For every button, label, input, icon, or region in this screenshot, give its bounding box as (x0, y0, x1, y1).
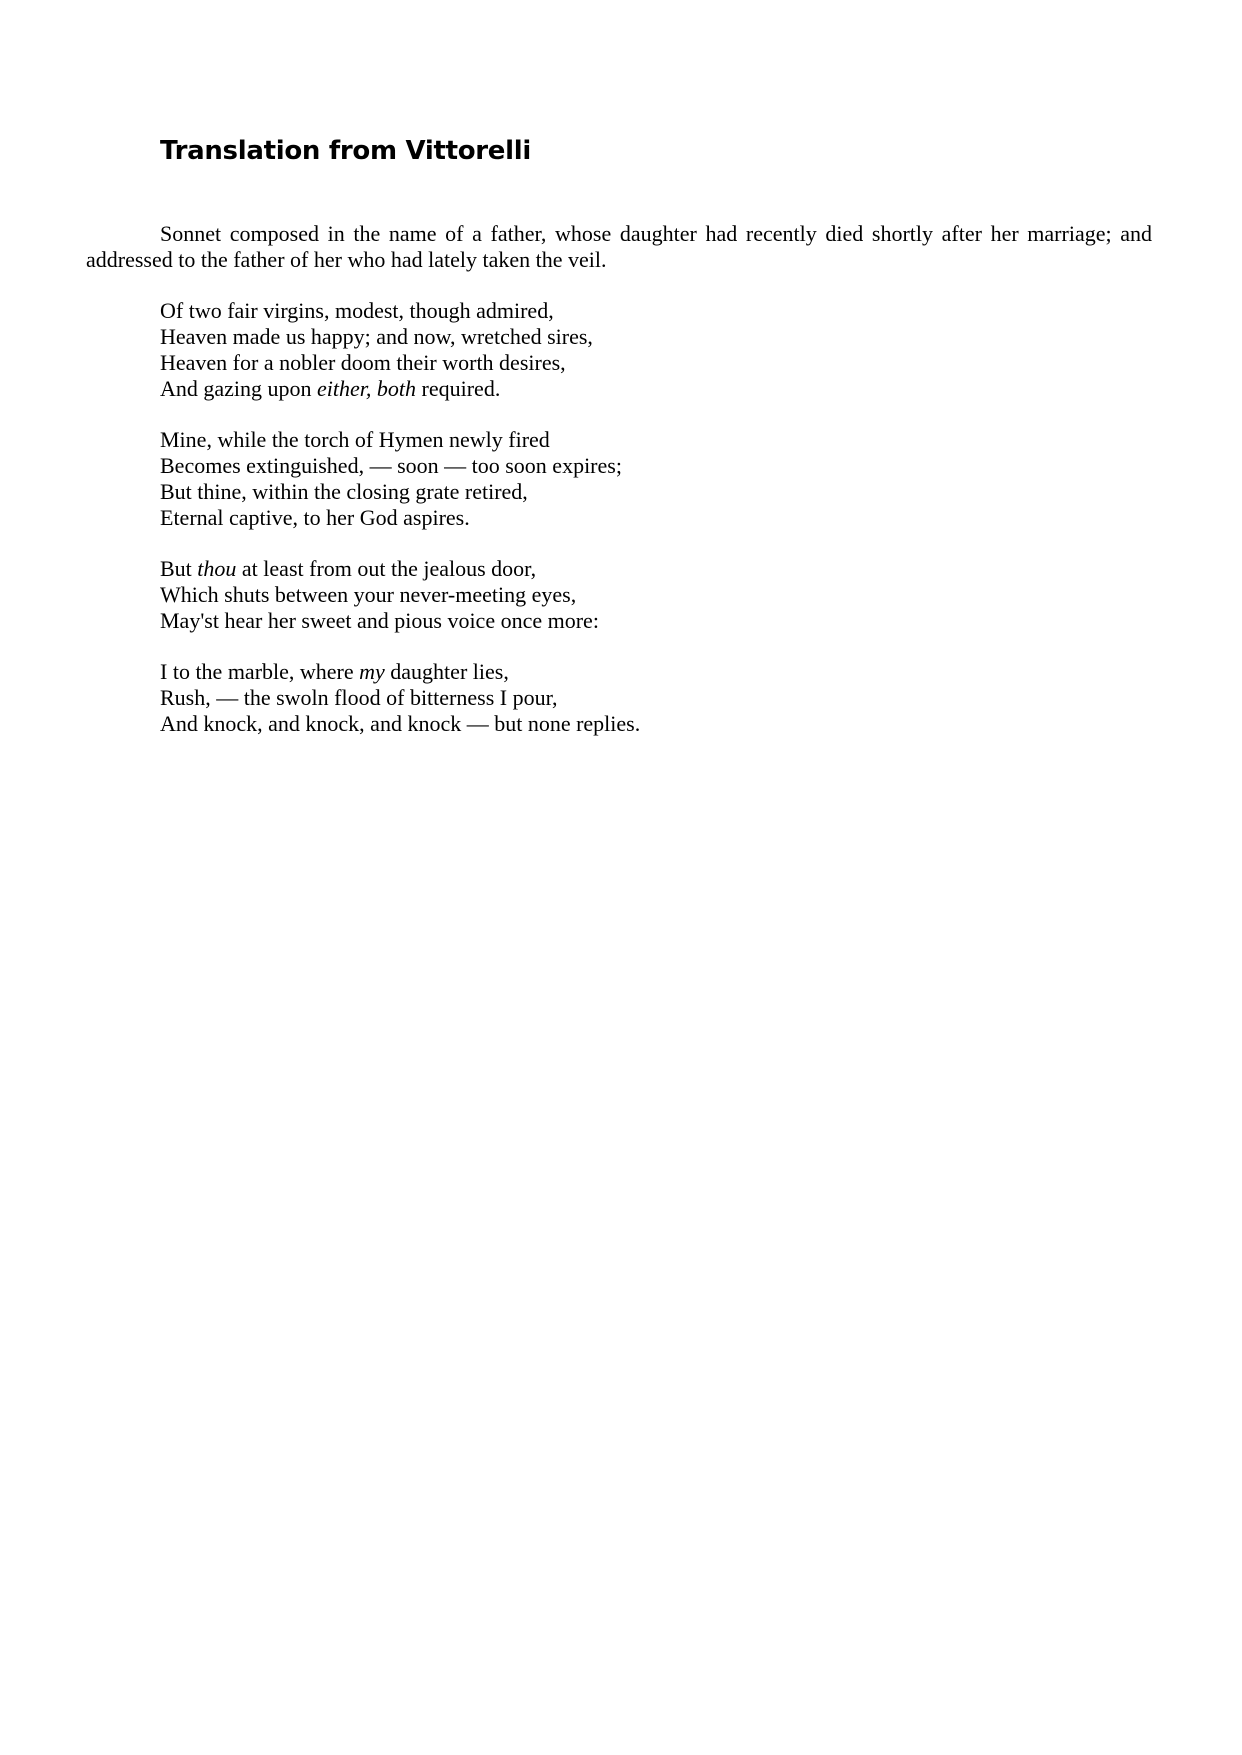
verse-line: Rush, — the swoln flood of bitterness I pour, (160, 685, 558, 710)
verse-line (160, 659, 640, 685)
verse-line (160, 376, 593, 402)
verse-line: Heaven for a nobler doom their worth desires, (160, 350, 566, 375)
verse-emphasis: thou (197, 556, 237, 581)
verse-text: And gazing upon (160, 376, 318, 401)
verse-line: Mine, while the torch of Hymen newly fired (160, 427, 550, 452)
verse-text: required. (416, 376, 501, 401)
verse-emphasis: my (359, 659, 385, 684)
verse-line: Becomes extinguished, — soon — too soon expires; (160, 453, 622, 478)
verse-line: Which shuts between your never-meeting eyes, (160, 582, 577, 607)
verse-line (160, 556, 599, 582)
verse-line: Of two fair virgins, modest, though admired, (160, 298, 554, 323)
verse-line: But thine, within the closing grate retired, (160, 479, 528, 504)
verse-text: I to the marble, where (160, 659, 360, 684)
verse-text: at least from out the jealous door, (236, 556, 537, 581)
stanza-4 (160, 659, 640, 737)
page-title: Translation from Vittorelli (160, 136, 531, 166)
verse-line: And knock, and knock, and knock — but none replies. (160, 711, 641, 736)
verse-text: daughter lies, (384, 659, 509, 684)
intro-paragraph: Sonnet composed in the name of a father, whose daughter had recently died shortly after her marriage; and addressed to the father of her who had lately taken the veil. (86, 221, 1152, 272)
stanza-3 (160, 556, 599, 634)
verse-line: Heaven made us happy; and now, wretched sires, (160, 324, 593, 349)
verse-text: But (160, 556, 198, 581)
verse-line: Eternal captive, to her God aspires. (160, 505, 470, 530)
stanza-1 (160, 298, 593, 402)
verse-emphasis: either, both (317, 376, 417, 401)
stanza-2 (160, 427, 622, 531)
verse-line: May'st hear her sweet and pious voice once more: (160, 608, 599, 633)
